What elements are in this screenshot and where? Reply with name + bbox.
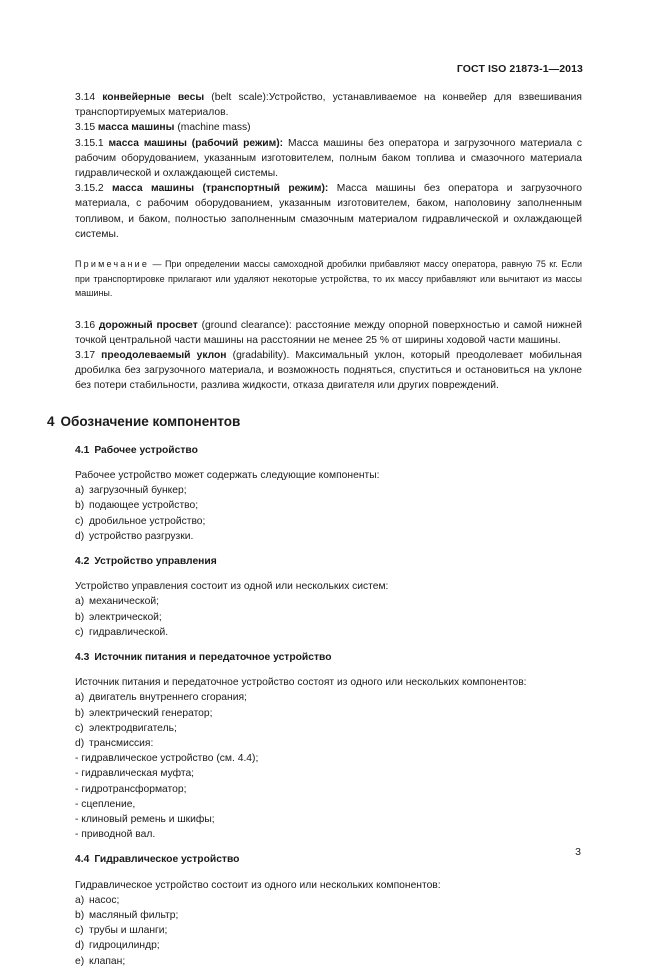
list-item: a) механической; [75,596,159,608]
list-item: b) электрический генератор; [75,707,213,719]
list-item: b) масляный фильтр; [75,910,179,922]
list-item: d) гидроцилиндр; [75,940,160,952]
note-text: — При определении массы самоходной дробилки прибавляют массу оператора, равную 75 кг. Если при транспортировке прилагают или удаляют некоторые устройства, то их массу прибавляют или вычитают из массы машины. [75,259,582,299]
note-label: Примечание [75,259,150,270]
definition-3-14 [75,90,582,120]
def-term: дорожный просвет [98,319,198,331]
note-paragraph [75,257,582,301]
definition-3-16 [75,318,582,348]
subsection-4-3-heading [75,650,582,665]
def-term: конвейерные весы [102,92,205,103]
subsection-4-4-list [75,893,582,969]
subsection-number: 4.4 [75,854,90,866]
list-item: c) трубы и шланги; [75,925,168,937]
definition-3-17 [75,348,582,394]
def-text: Масса машины без оператора и загрузочного материала, с рабочим оборудованием, указанным изготовителем, баком, наполовину заполненным топливом, и баком, полностью заполненным смазочным материалом гидравлической и охлаждающей системы. [75,183,582,240]
def-term-en: (belt scale) [211,92,266,103]
def-number: 3.16 [75,319,96,331]
subsection-4-3-lead: Источник питания и передаточное устройство состоят из одного или нескольких компонентов: [75,677,527,689]
sub-list-item: - клиновый ремень и шкифы; [75,814,215,826]
def-term-en: (gradability) [232,349,287,361]
subsection-number: 4.1 [75,444,90,456]
subsection-4-1-heading [75,443,582,458]
list-item: d) трансмиссия: [75,738,154,749]
subsection-4-3-list [75,690,582,842]
def-number: 3.15 [75,122,96,134]
subsection-title: Источник питания и передаточное устройство [94,651,332,663]
subsection-4-1-list [75,483,582,544]
def-term-en: (machine mass) [177,122,251,134]
subsection-4-2-list [75,594,582,640]
list-item: e) клапан; [75,955,126,967]
sub-list-item: - приводной вал. [75,829,156,841]
sub-list-item: - гидравлическое устройство (см. 4.4); [75,753,259,765]
list-item: c) дробильное устройство; [75,515,206,527]
list-item: b) электрической; [75,611,162,623]
section-title: Обозначение компонентов [60,413,241,429]
def-term: преодолеваемый уклон [101,349,227,361]
definition-3-15 [75,120,582,135]
page-content [47,90,583,969]
sub-list-item: - сцепление, [75,798,136,810]
subsection-4-4-heading [75,852,582,867]
subsection-4-4-lead: Гидравлическое устройство состоит из одного или нескольких компонентов: [75,879,441,891]
def-term: масса машины (транспортный режим): [112,183,329,195]
list-item: b) подающее устройство; [75,500,199,512]
def-number: 3.14 [75,92,96,103]
list-item: a) двигатель внутреннего сгорания; [75,692,247,704]
def-term-en: (ground clearance) [201,319,289,331]
list-item: c) электродвигатель; [75,722,177,734]
def-term: масса машины [97,122,175,134]
def-text: :Устройство, устанавливаемое на конвейер для взвешивания транспортируемых материалов. [75,92,582,119]
list-item: c) гидравлической. [75,626,169,638]
subsection-title: Рабочее устройство [94,444,198,456]
section-number: 4 [47,413,55,429]
def-number: 3.17 [75,349,96,361]
definition-3-15-2 [75,181,582,242]
sub-list-item: - гидравлическая муфта; [75,768,195,780]
def-text: Масса машины без оператора и загрузочного материала с рабочим оборудованием, указанным изготовителем, полным баком топлива и смазочного материала гидравлической и охлаждающей системы. [75,137,582,180]
list-item: a) насос; [75,894,120,906]
list-item: d) устройство разгрузки. [75,530,194,542]
subsection-4-2-lead: Устройство управления состоит из одной или нескольких систем: [75,581,389,593]
section-4-heading [47,414,582,429]
definition-3-15-1 [75,136,582,182]
subsection-4-2-heading [75,554,582,569]
def-number: 3.15.1 [75,137,104,149]
def-text: : расстояние между опорной поверхностью и самой нижней точкой центральной части машины на расстоянии не менее 25 % от ширины ходовой части машины. [75,319,582,346]
def-text: . Максимальный уклон, который преодолевает мобильная дробилка без загрузочного материала, и возможность подняться, спуститься и остановиться на уклоне без потери стабильности, разлива жидкости, отказа двигателя или других повреждений. [75,349,583,392]
doc-code-header: ГОСТ ISO 21873-1—2013 [456,63,583,75]
page-number: 3 [575,846,581,858]
sub-list-item: - гидротрансформатор; [75,783,187,795]
subsection-number: 4.3 [75,651,90,663]
def-term: масса машины (рабочий режим): [108,137,284,149]
subsection-4-1-lead: Рабочее устройство может содержать следующие компоненты: [75,469,380,481]
list-item: a) загрузочный бункер; [75,485,187,497]
subsection-title: Устройство управления [94,555,217,567]
def-number: 3.15.2 [75,183,104,195]
subsection-title: Гидравлическое устройство [94,854,240,866]
subsection-number: 4.2 [75,555,90,567]
